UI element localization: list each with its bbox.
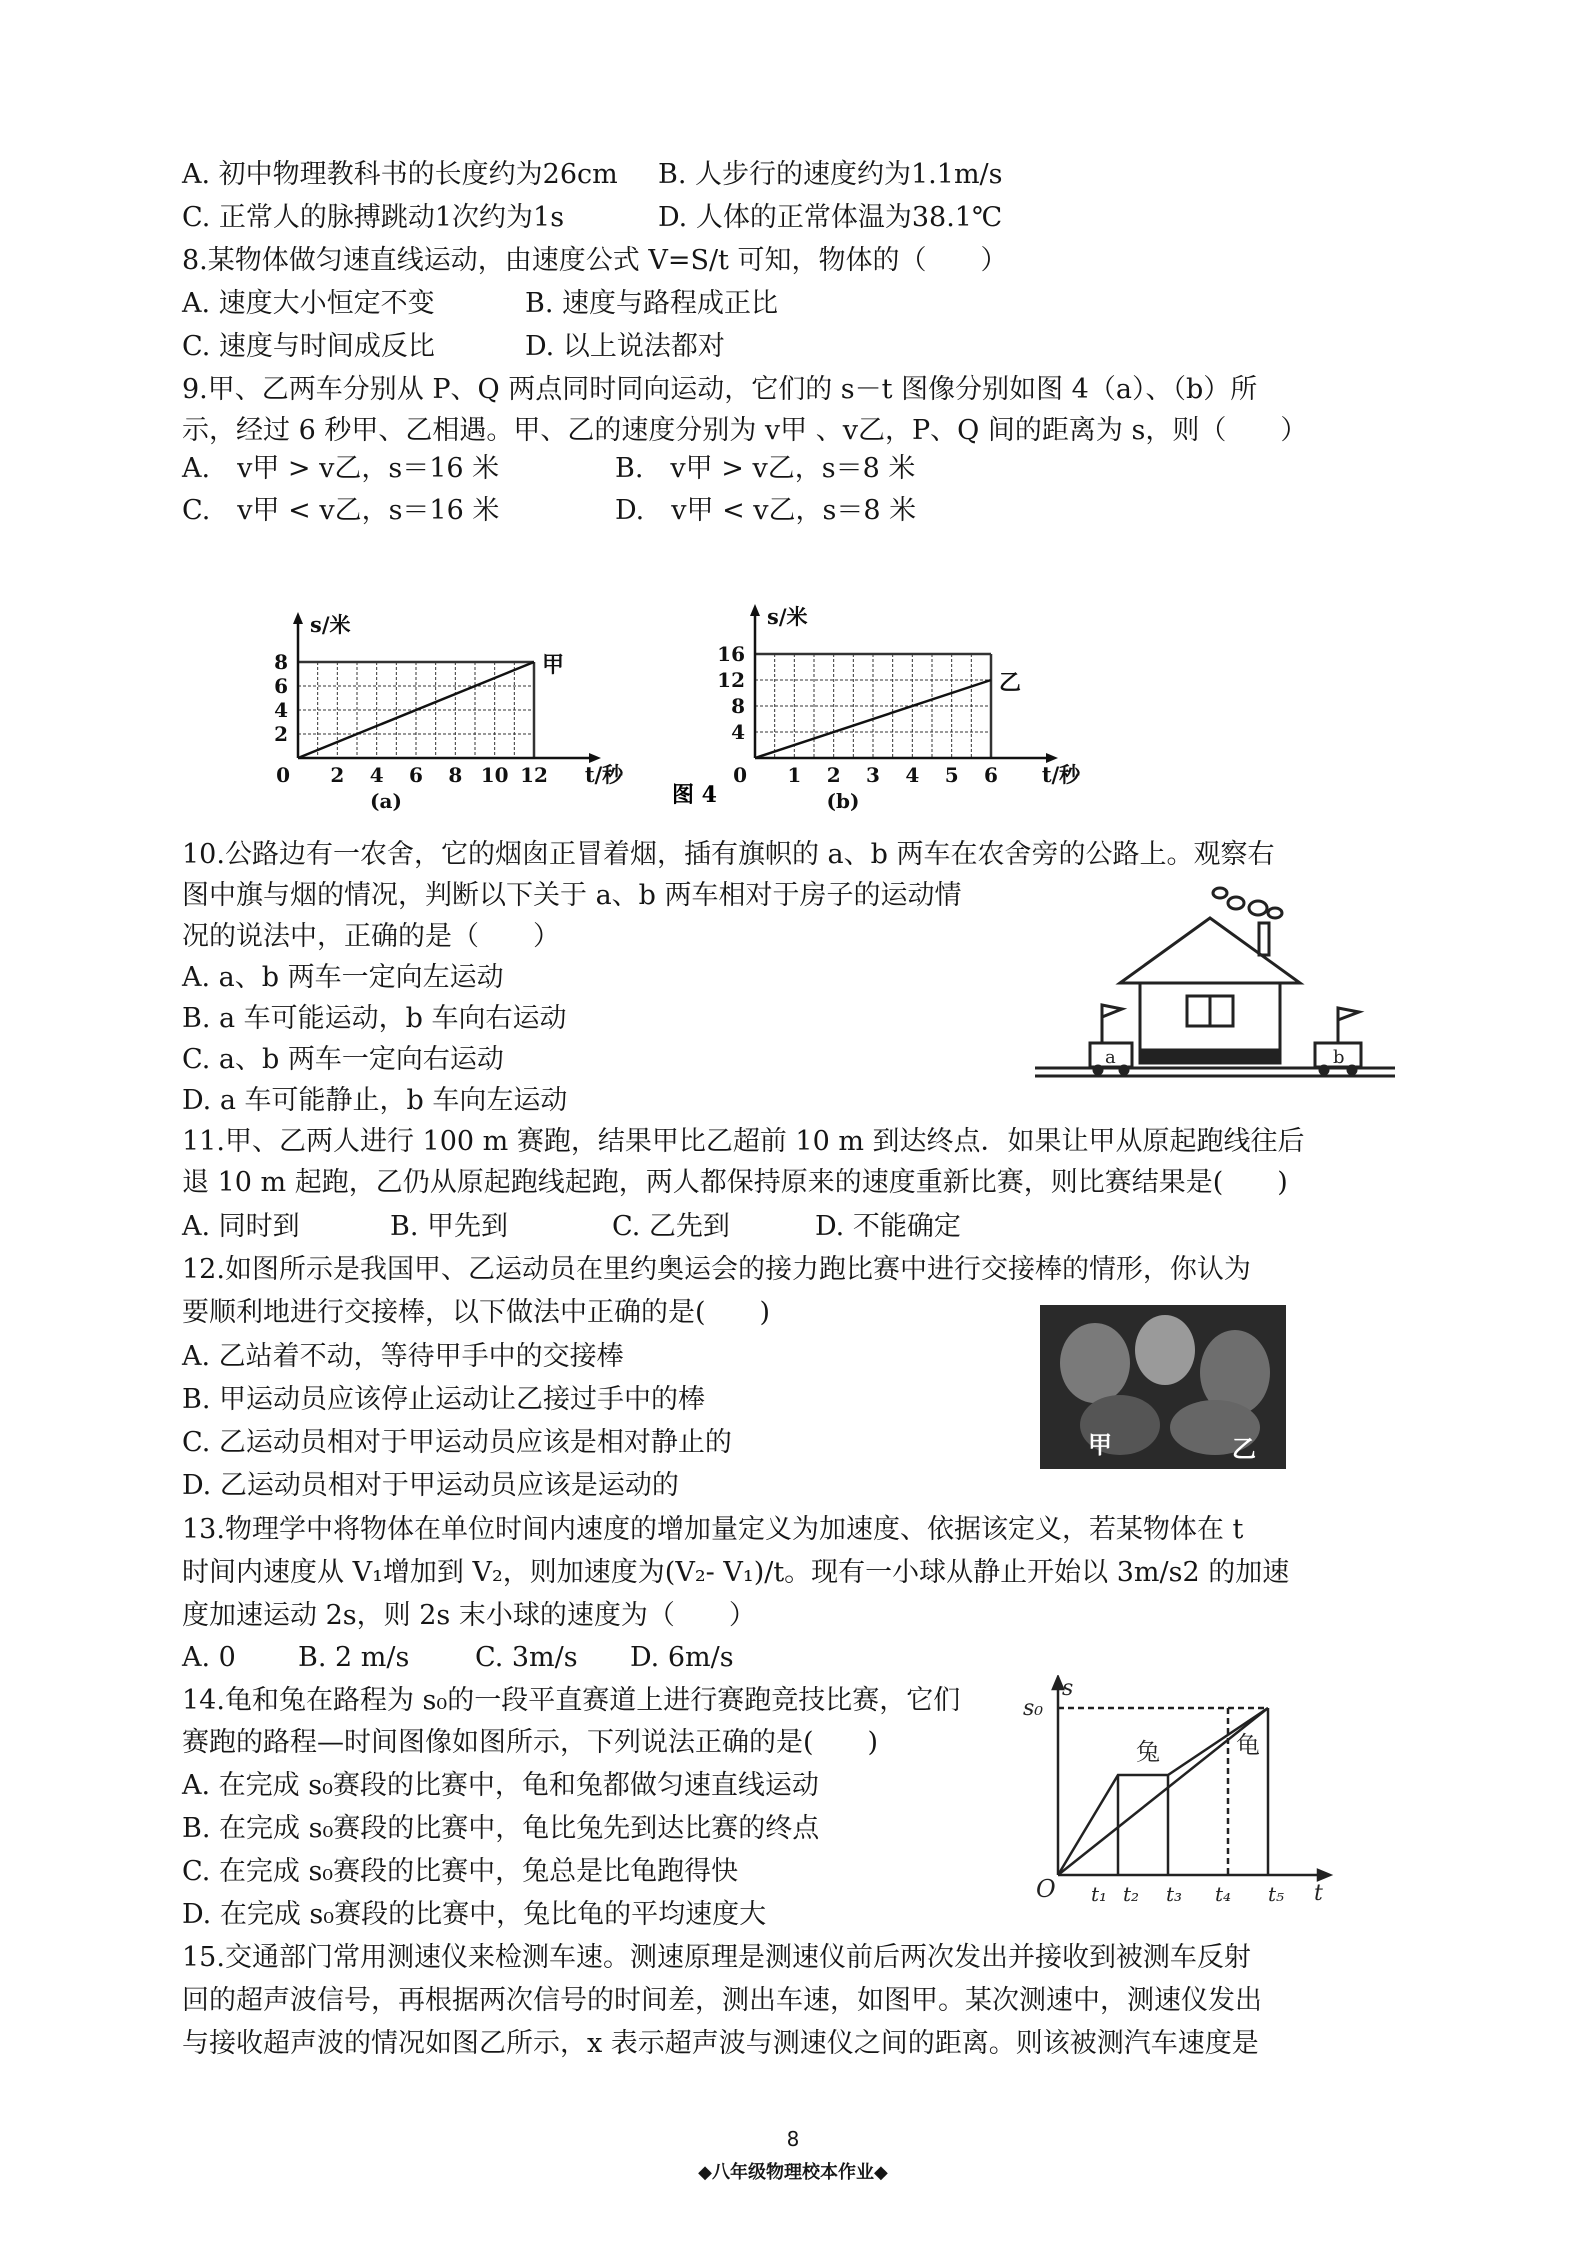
series-label: 乙 bbox=[999, 670, 1022, 696]
y-tick-label: 4 bbox=[274, 698, 288, 722]
smoke-puff bbox=[1213, 888, 1227, 898]
house-base bbox=[1140, 1050, 1280, 1063]
q9-option-d: D. v甲 < v乙，s＝8 米 bbox=[615, 495, 917, 526]
y-tick-label: 4 bbox=[731, 720, 745, 744]
q14-option-d: D. 在完成 s₀赛段的比赛中，兔比龟的平均速度大 bbox=[182, 1899, 767, 1930]
x-tick-label: 8 bbox=[448, 763, 463, 787]
q10-option-c: C. a、b 两车一定向右运动 bbox=[182, 1044, 504, 1075]
rabbit-label: 兔 bbox=[1136, 1738, 1160, 1766]
x-tick-label: 2 bbox=[826, 763, 841, 787]
y-axis-arrow bbox=[750, 604, 760, 616]
s0-label: s₀ bbox=[1023, 1696, 1044, 1721]
q10-stem-line1: 10.公路边有一农舍，它的烟囱正冒着烟，插有旗帜的 a、b 两车在农舍旁的公路上。观察右 bbox=[182, 839, 1275, 870]
q11-option-c: C. 乙先到 bbox=[612, 1211, 730, 1242]
origin-label: 0 bbox=[733, 763, 747, 787]
q13-option-a: A. 0 bbox=[182, 1642, 236, 1673]
q9-stem-line2: 示，经过 6 秒甲、乙相遇。甲、乙的速度分别为 v甲 、v乙，P、Q 间的距离为 s，则（ ） bbox=[182, 415, 1308, 446]
q13-stem-line1: 13.物理学中将物体在单位时间内速度的增加量定义为加速度、依据该定义，若某物体在 t bbox=[182, 1514, 1244, 1545]
x-tick-label: 10 bbox=[480, 763, 509, 787]
x-tick-label: 1 bbox=[787, 763, 802, 787]
q10-stem-line2: 图中旗与烟的情况，判断以下关于 a、b 两车相对于房子的运动情 bbox=[182, 880, 962, 911]
x-tick-label: 6 bbox=[409, 763, 423, 787]
y-tick-label: 12 bbox=[717, 668, 745, 692]
q14-stem-line1: 14.龟和兔在路程为 s₀的一段平直赛道上进行赛跑竞技比赛，它们 bbox=[182, 1685, 961, 1716]
q12-option-a: A. 乙站着不动，等待甲手中的交接棒 bbox=[182, 1341, 624, 1372]
q15-stem-line1: 15.交通部门常用测速仪来检测车速。测速原理是测速仪前后两次发出并接收到被测车反射 bbox=[182, 1942, 1251, 1973]
y-axis-arrow bbox=[293, 612, 303, 624]
smoke-puff bbox=[1268, 908, 1282, 918]
q12-option-d: D. 乙运动员相对于甲运动员应该是运动的 bbox=[182, 1470, 679, 1501]
t4-label: t₄ bbox=[1215, 1882, 1232, 1905]
q11-option-a: A. 同时到 bbox=[182, 1211, 300, 1242]
x-tick-label: 12 bbox=[520, 763, 548, 787]
page-number: 8 bbox=[786, 2127, 800, 2151]
figure-4-caption: 图 4 bbox=[672, 782, 717, 808]
x-tick-label: 2 bbox=[330, 763, 345, 787]
car-b-label: b bbox=[1333, 1047, 1345, 1068]
x-tick-label: 4 bbox=[369, 763, 384, 787]
x-tick-label: 4 bbox=[905, 763, 920, 787]
q11-option-b: B. 甲先到 bbox=[390, 1211, 509, 1242]
q15-stem-line3: 与接收超声波的情况如图乙所示，x 表示超声波与测速仪之间的距离。则该被测汽车速度是 bbox=[182, 2028, 1259, 2059]
q10-stem-line3: 况的说法中，正确的是（ ） bbox=[182, 921, 560, 952]
q9-option-a: A. v甲 > v乙，s＝16 米 bbox=[182, 453, 500, 484]
origin-label: O bbox=[1036, 1875, 1056, 1903]
x-tick-label: 3 bbox=[866, 763, 880, 787]
q14-option-b: B. 在完成 s₀赛段的比赛中，龟比兔先到达比赛的终点 bbox=[182, 1813, 820, 1844]
smoke-puff bbox=[1228, 897, 1244, 909]
t2-label: t₂ bbox=[1123, 1882, 1140, 1905]
q14-option-c: C. 在完成 s₀赛段的比赛中，兔总是比龟跑得快 bbox=[182, 1856, 739, 1887]
q7-option-a: A. 初中物理教科书的长度约为26cm bbox=[182, 159, 618, 190]
chimney bbox=[1259, 923, 1269, 955]
q12-stem-line1: 12.如图所示是我国甲、乙运动员在里约奥运会的接力跑比赛中进行交接棒的情形，你认为 bbox=[182, 1254, 1251, 1285]
figure-4 bbox=[260, 548, 1080, 818]
subfigure-label: (b) bbox=[826, 789, 860, 813]
car-a-label: a bbox=[1105, 1047, 1116, 1068]
turtle-label: 龟 bbox=[1236, 1731, 1260, 1759]
y-tick-label: 6 bbox=[274, 674, 288, 698]
farmhouse-figure bbox=[1035, 878, 1405, 1096]
q13-option-d: D. 6m/s bbox=[630, 1642, 734, 1673]
subfigure-label: (a) bbox=[370, 789, 402, 813]
q9-option-b: B. v甲 > v乙，s＝8 米 bbox=[615, 453, 916, 484]
t1-label: t₁ bbox=[1091, 1882, 1108, 1905]
q7-option-b: B. 人步行的速度约为1.1m/s bbox=[658, 159, 1003, 190]
y-axis-label: s/米 bbox=[767, 604, 808, 629]
s-axis-label: s bbox=[1062, 1676, 1074, 1701]
chart-b bbox=[717, 604, 1080, 813]
x-axis-label: t/秒 bbox=[584, 762, 624, 787]
y-axis-label: s/米 bbox=[310, 612, 351, 637]
q11-option-d: D. 不能确定 bbox=[815, 1211, 961, 1242]
q15-stem-line2: 回的超声波信号，再根据两次信号的时间差，测出车速，如图甲。某次测速中，测速仪发出 bbox=[182, 1985, 1262, 2016]
series-label: 甲 bbox=[542, 652, 565, 678]
q7-option-c: C. 正常人的脉搏跳动1次约为1s bbox=[182, 202, 565, 233]
q9-stem-line1: 9.甲、乙两车分别从 P、Q 两点同时同向运动，它们的 s－t 图像分别如图 4（a）、（b）所 bbox=[182, 374, 1258, 405]
photo-label-yi: 乙 bbox=[1232, 1434, 1256, 1463]
tortoise-hare-graph bbox=[1018, 1675, 1338, 1905]
q8-option-c: C. 速度与时间成反比 bbox=[182, 331, 435, 362]
q10-option-a: A. a、b 两车一定向左运动 bbox=[182, 962, 504, 993]
q8-stem: 8.某物体做匀速直线运动，由速度公式 V=S/t 可知，物体的（ ） bbox=[182, 245, 1008, 276]
t3-label: t₃ bbox=[1166, 1882, 1183, 1905]
q13-stem-line3: 度加速运动 2s，则 2s 末小球的速度为（ ） bbox=[182, 1600, 756, 1631]
t-axis-label: t bbox=[1314, 1881, 1323, 1905]
q12-option-c: C. 乙运动员相对于甲运动员应该是相对静止的 bbox=[182, 1427, 732, 1458]
q8-option-b: B. 速度与路程成正比 bbox=[525, 288, 779, 319]
y-tick-label: 8 bbox=[731, 694, 745, 718]
q8-option-d: D. 以上说法都对 bbox=[525, 331, 725, 362]
q7-option-d: D. 人体的正常体温为38.1℃ bbox=[658, 202, 1003, 233]
x-tick-label: 5 bbox=[944, 763, 959, 787]
footer-title: ◆八年级物理校本作业◆ bbox=[698, 2162, 888, 2183]
flag-a bbox=[1102, 1005, 1122, 1017]
q13-option-c: C. 3m/s bbox=[475, 1642, 578, 1673]
t5-label: t₅ bbox=[1268, 1882, 1285, 1905]
x-axis-label: t/秒 bbox=[1041, 762, 1080, 787]
smoke-puff bbox=[1249, 901, 1267, 915]
q11-stem-line1: 11.甲、乙两人进行 100 m 赛跑，结果甲比乙超前 10 m 到达终点．如果让甲从原起跑线往后 bbox=[182, 1126, 1305, 1157]
house-roof bbox=[1120, 918, 1300, 983]
relay-photo bbox=[1040, 1305, 1286, 1469]
chart-a bbox=[274, 612, 624, 813]
q13-stem-line2: 时间内速度从 V₁增加到 V₂，则加速度为(V₂- V₁)/t。现有一小球从静止开始以 3m/s2 的加速 bbox=[182, 1557, 1290, 1588]
q12-stem-line2: 要顺利地进行交接棒，以下做法中正确的是( ) bbox=[182, 1297, 771, 1328]
y-tick-label: 16 bbox=[717, 642, 745, 666]
q14-option-a: A. 在完成 s₀赛段的比赛中，龟和兔都做匀速直线运动 bbox=[182, 1770, 819, 1801]
q10-option-d: D. a 车可能静止，b 车向左运动 bbox=[182, 1085, 568, 1116]
q10-option-b: B. a 车可能运动，b 车向右运动 bbox=[182, 1003, 567, 1034]
x-tick-label: 6 bbox=[984, 763, 998, 787]
q11-stem-line2: 退 10 m 起跑，乙仍从原起跑线起跑，两人都保持原来的速度重新比赛，则比赛结果是( ) bbox=[182, 1167, 1288, 1198]
q14-stem-line2: 赛跑的路程—时间图像如图所示，下列说法正确的是( ) bbox=[182, 1727, 879, 1758]
flag-b bbox=[1338, 1008, 1359, 1020]
q13-option-b: B. 2 m/s bbox=[298, 1642, 410, 1673]
q8-option-a: A. 速度大小恒定不变 bbox=[182, 288, 435, 319]
origin-label: 0 bbox=[276, 763, 290, 787]
y-tick-label: 8 bbox=[274, 650, 288, 674]
q9-option-c: C. v甲 < v乙，s＝16 米 bbox=[182, 495, 500, 526]
photo-label-jia: 甲 bbox=[1088, 1430, 1112, 1459]
y-tick-label: 2 bbox=[274, 722, 288, 746]
q12-option-b: B. 甲运动员应该停止运动让乙接过手中的棒 bbox=[182, 1384, 706, 1415]
